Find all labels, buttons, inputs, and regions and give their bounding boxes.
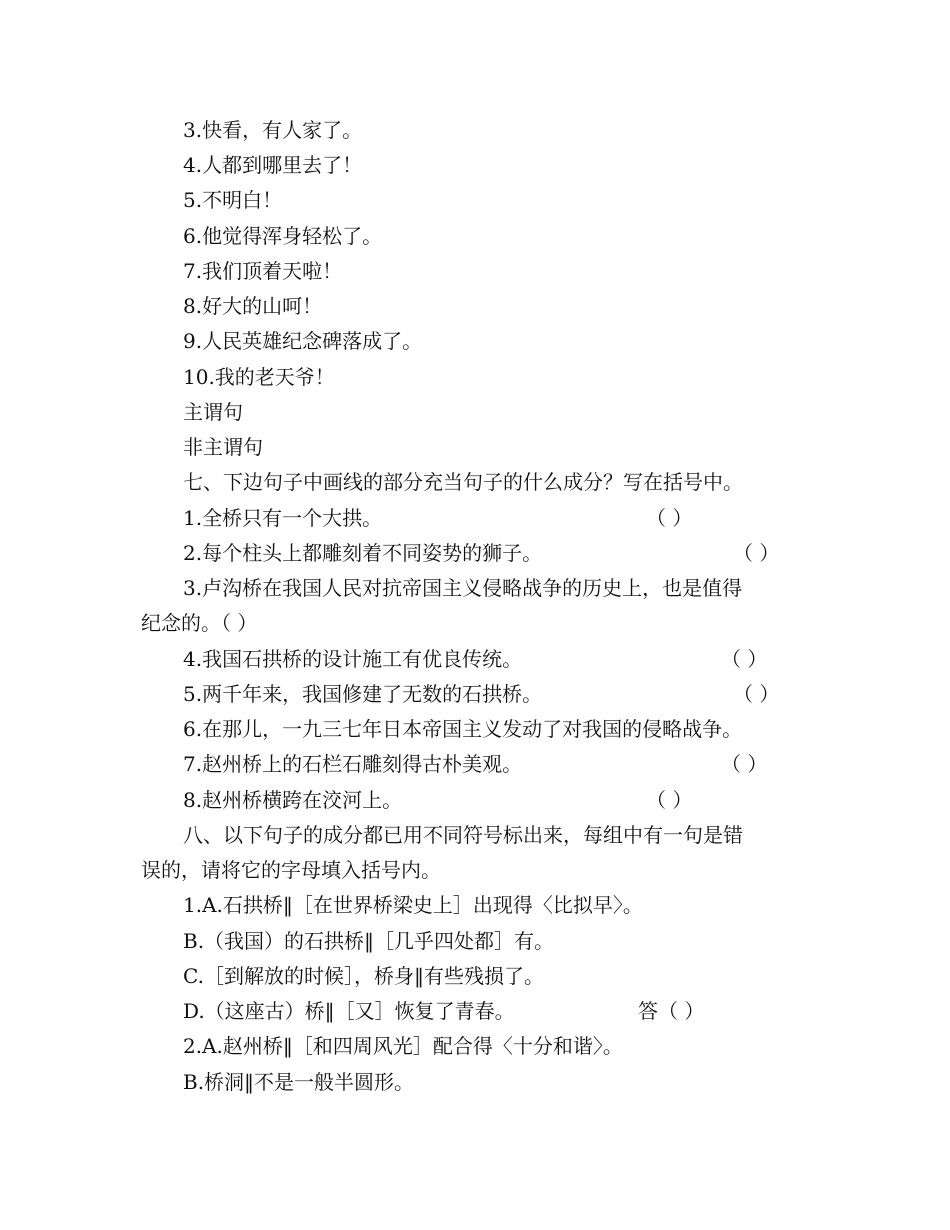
answer-blank[interactable]: （ ） [646, 506, 693, 530]
answer-blank[interactable]: 答（ ） [638, 999, 705, 1023]
text-line: 5.不明白！ [183, 188, 283, 212]
label-non-subject-predicate: 非主谓句 [183, 435, 263, 459]
question-line: B.桥洞‖不是一般半圆形。 [183, 1070, 415, 1094]
question-line: 1.全桥只有一个大拱。 [183, 506, 383, 530]
question-line-continued: 纪念的。（ ） [141, 611, 258, 635]
answer-blank[interactable]: （ ） [721, 752, 768, 776]
question-line: 3.卢沟桥在我国人民对抗帝国主义侵略战争的历史上，也是值得 [183, 576, 743, 600]
question-line: 4.我国石拱桥的设计施工有优良传统。 [183, 647, 523, 671]
text-line: 4.人都到哪里去了！ [183, 153, 363, 177]
answer-blank[interactable]: （ ） [646, 788, 693, 812]
question-line: 1.A.石拱桥‖［在世界桥梁史上］出现得〈比拟早〉。 [183, 893, 643, 917]
answer-blank[interactable]: （ ） [733, 541, 780, 565]
question-line: 2.每个柱头上都雕刻着不同姿势的狮子。 [183, 541, 543, 565]
text-line: 3.快看，有人家了。 [183, 118, 363, 142]
text-line: 8.好大的山呵！ [183, 294, 323, 318]
question-line: 2.A.赵州桥‖［和四周风光］配合得〈十分和谐〉。 [183, 1034, 623, 1058]
text-line: 7.我们顶着天啦！ [183, 259, 343, 283]
text-line: 9.人民英雄纪念碑落成了。 [183, 329, 423, 353]
answer-blank[interactable]: （ ） [721, 647, 768, 671]
question-line: 5.两千年来，我国修建了无数的石拱桥。 [183, 682, 543, 706]
question-line: D.（这座古）桥‖［又］恢复了青春。 [183, 999, 515, 1023]
section-heading-7: 七、下边句子中画线的部分充当句子的什么成分？写在括号中。 [183, 470, 743, 494]
question-line: B.（我国）的石拱桥‖［几乎四处都］有。 [183, 929, 555, 953]
text-line: 6.他觉得浑身轻松了。 [183, 224, 383, 248]
question-line: C.［到解放的时候］，桥身‖有些残损了。 [183, 964, 544, 988]
answer-blank[interactable]: （ ） [733, 682, 780, 706]
label-subject-predicate: 主谓句 [183, 400, 243, 424]
question-line: 8.赵州桥横跨在洨河上。 [183, 788, 403, 812]
text-line: 10.我的老天爷！ [183, 365, 335, 389]
question-line: 7.赵州桥上的石栏石雕刻得古朴美观。 [183, 752, 523, 776]
section-heading-8: 八、以下句子的成分都已用不同符号标出来，每组中有一句是错 [183, 823, 743, 847]
section-heading-8-continued: 误的，请将它的字母填入括号内。 [141, 858, 441, 882]
question-line: 6.在那儿，一九三七年日本帝国主义发动了对我国的侵略战争。 [183, 717, 743, 741]
